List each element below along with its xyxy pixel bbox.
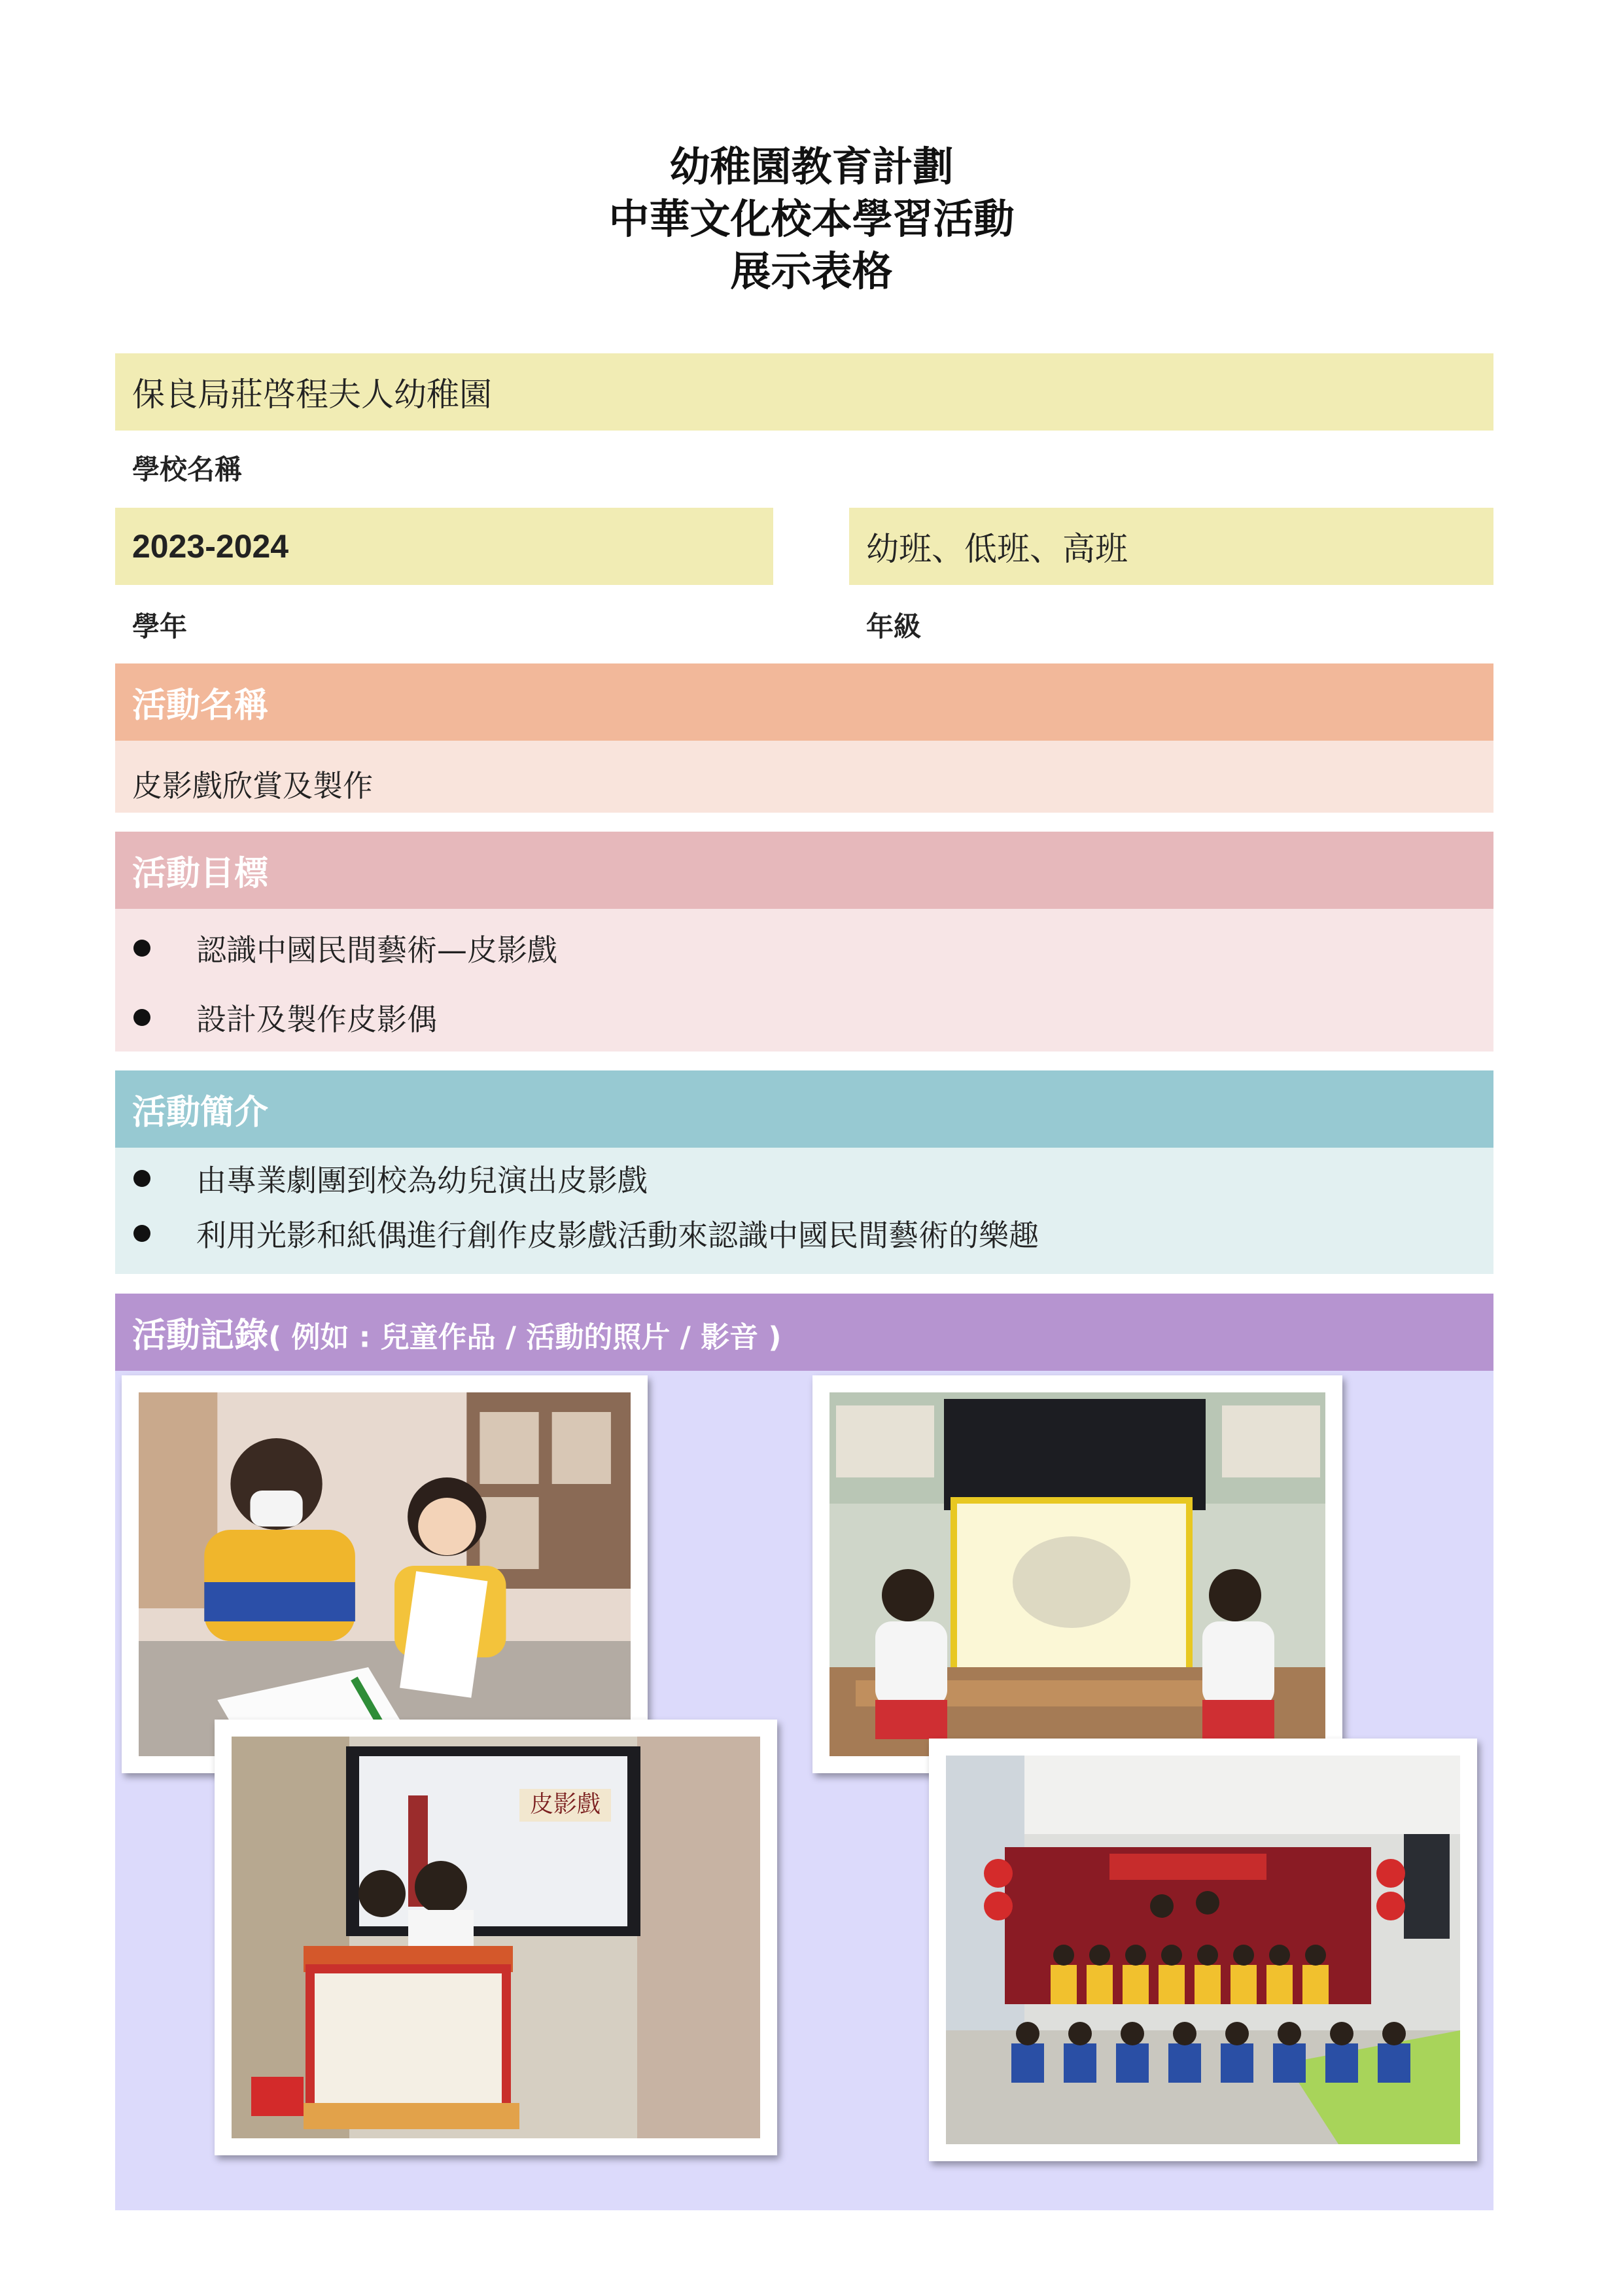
records-subtitle: ( 例如 : 兒童作品 / 活動的照片 / 影音 ) xyxy=(268,1320,782,1354)
shadow-screen-photo xyxy=(829,1392,1325,1756)
page-title-line-3: 展示表格 xyxy=(730,247,893,295)
objectives-header xyxy=(115,832,1493,909)
objectives-body xyxy=(115,909,1493,1051)
page-title-line-2: 中華文化校本學習活動 xyxy=(608,195,1015,243)
page-title-line-1: 幼稚園教育計劃 xyxy=(669,143,954,190)
school-year-label: 學年 xyxy=(132,610,188,643)
activity-name-value: 皮影戲欣賞及製作 xyxy=(132,768,373,804)
list-item xyxy=(115,915,1493,981)
grade-field xyxy=(849,508,1493,585)
children-drawing-photo xyxy=(139,1392,631,1756)
bullet-icon xyxy=(133,940,150,957)
school-name-label: 學校名稱 xyxy=(132,453,243,486)
activity-photo-3 xyxy=(215,1720,777,2155)
bullet-icon xyxy=(133,1009,150,1026)
intro-heading: 活動簡介 xyxy=(132,1093,269,1133)
activity-photo-2 xyxy=(812,1375,1342,1773)
list-item xyxy=(115,1149,1493,1208)
bullet-icon xyxy=(133,1225,150,1242)
intro-text: 由專業劇團到校為幼兒演出皮影戲 xyxy=(196,1163,648,1198)
grade-label: 年級 xyxy=(866,610,922,643)
bullet-icon xyxy=(133,1170,150,1187)
intro-header xyxy=(115,1070,1493,1148)
objective-text: 認識中國民間藝術—皮影戲 xyxy=(196,932,557,968)
grade-value: 幼班、低班、高班 xyxy=(866,530,1128,568)
activity-name-header xyxy=(115,663,1493,741)
puppet-stage-photo xyxy=(232,1737,760,2138)
objective-text: 設計及製作皮影偶 xyxy=(196,1002,437,1037)
school-year-field xyxy=(115,508,773,585)
activity-name-heading: 活動名稱 xyxy=(132,686,269,726)
intro-text: 利用光影和紙偶進行創作皮影戲活動來認識中國民間藝術的樂趣 xyxy=(196,1218,1039,1253)
intro-body xyxy=(115,1148,1493,1274)
group-photo xyxy=(946,1756,1460,2144)
list-item xyxy=(115,1204,1493,1263)
school-year-value: 2023-2024 xyxy=(132,528,289,565)
activity-photo-1 xyxy=(122,1375,648,1773)
records-header xyxy=(115,1294,1493,1371)
activity-photo-4 xyxy=(929,1739,1477,2161)
school-name-field xyxy=(115,353,1493,431)
list-item xyxy=(115,985,1493,1050)
stage-sign-text: 皮影戲 xyxy=(529,1791,601,1818)
objectives-heading: 活動目標 xyxy=(132,854,269,894)
records-title: 活動記錄 xyxy=(132,1316,269,1356)
school-name-value: 保良局莊啓程夫人幼稚園 xyxy=(132,376,492,414)
activity-name-body xyxy=(115,741,1493,813)
records-heading xyxy=(132,1308,782,1357)
